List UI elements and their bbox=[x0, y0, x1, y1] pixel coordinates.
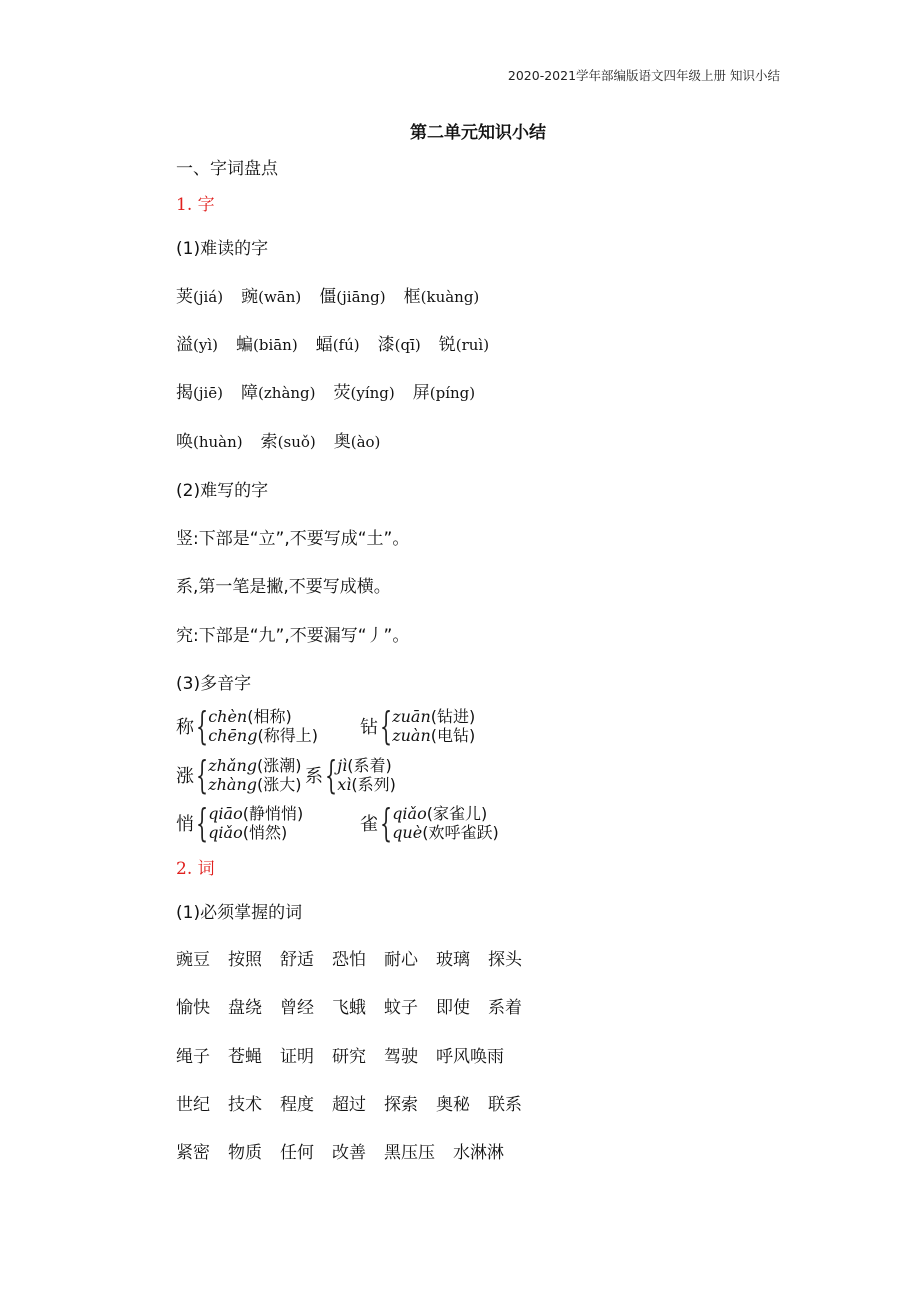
char-item: 索(suǒ) bbox=[260, 432, 316, 452]
word: 程度 bbox=[280, 1095, 314, 1115]
word: 蚊子 bbox=[384, 998, 418, 1018]
page-title: 第二单元知识小结 bbox=[410, 123, 546, 143]
word-row bbox=[176, 1042, 504, 1067]
writing-rule: 竖:下部是“立”,不要写成“土”。 bbox=[176, 529, 410, 549]
polyphone-entry: 雀 { qiǎo(家雀儿) què(欢呼雀跃) bbox=[360, 801, 499, 845]
subheading-polyphones: (3)多音字 bbox=[176, 674, 252, 694]
char-row bbox=[176, 378, 475, 403]
subheading-hard-to-read: (1)难读的字 bbox=[176, 239, 269, 259]
word: 苍蝇 bbox=[228, 1047, 262, 1067]
word: 联系 bbox=[488, 1095, 522, 1115]
word-row bbox=[176, 945, 522, 970]
char-item: 框(kuàng) bbox=[403, 287, 480, 307]
brace-icon: { bbox=[325, 753, 338, 797]
word-row bbox=[176, 1138, 504, 1163]
word-row bbox=[176, 1090, 522, 1115]
word: 研究 bbox=[332, 1047, 366, 1067]
word: 呼风唤雨 bbox=[436, 1047, 504, 1067]
part-heading-characters: 1. 字 bbox=[176, 195, 215, 215]
char-row bbox=[176, 330, 489, 355]
word: 绳子 bbox=[176, 1047, 210, 1067]
word: 超过 bbox=[332, 1095, 366, 1115]
char-item: 屏(píng) bbox=[412, 383, 476, 403]
char-item: 锐(ruì) bbox=[438, 335, 490, 355]
char-item: 蝙(biān) bbox=[235, 335, 298, 355]
word: 愉快 bbox=[176, 998, 210, 1018]
word: 即使 bbox=[436, 998, 470, 1018]
word: 黑压压 bbox=[384, 1143, 435, 1163]
char-item: 溢(yì) bbox=[176, 335, 218, 355]
word: 技术 bbox=[228, 1095, 262, 1115]
word: 世纪 bbox=[176, 1095, 210, 1115]
word: 系着 bbox=[488, 998, 522, 1018]
subheading-hard-to-write: (2)难写的字 bbox=[176, 481, 269, 501]
char-item: 揭(jiē) bbox=[176, 383, 224, 403]
char-item: 奥(ào) bbox=[333, 432, 381, 452]
word: 盘绕 bbox=[228, 998, 262, 1018]
word-row bbox=[176, 993, 522, 1018]
polyphone-entry: 称 { chèn(相称) chēng(称得上) bbox=[176, 704, 318, 748]
word: 水淋淋 bbox=[453, 1143, 504, 1163]
section-heading: 一、字词盘点 bbox=[176, 159, 278, 179]
word: 奥秘 bbox=[436, 1095, 470, 1115]
word: 耐心 bbox=[384, 950, 418, 970]
polyphone-entry: 钻 { zuān(钻进) zuàn(电钻) bbox=[360, 704, 476, 748]
char-row bbox=[176, 282, 479, 307]
writing-rule: 系,第一笔是撇,不要写成横。 bbox=[176, 577, 391, 597]
word: 飞蛾 bbox=[332, 998, 366, 1018]
char-row bbox=[176, 427, 380, 452]
char-item: 漆(qī) bbox=[377, 335, 421, 355]
word: 物质 bbox=[228, 1143, 262, 1163]
word: 探索 bbox=[384, 1095, 418, 1115]
brace-icon: { bbox=[196, 753, 209, 797]
word: 探头 bbox=[488, 950, 522, 970]
word: 玻璃 bbox=[436, 950, 470, 970]
polyphone-entry: 涨 { zhǎng(涨潮) zhàng(涨大) bbox=[176, 753, 302, 797]
part-heading-words: 2. 词 bbox=[176, 859, 215, 879]
char-item: 荧(yíng) bbox=[333, 383, 395, 403]
brace-icon: { bbox=[196, 704, 209, 748]
char-item: 荚(jiá) bbox=[176, 287, 224, 307]
word: 改善 bbox=[332, 1143, 366, 1163]
word: 豌豆 bbox=[176, 950, 210, 970]
brace-icon: { bbox=[380, 704, 393, 748]
brace-icon: { bbox=[380, 801, 393, 845]
char-item: 蝠(fú) bbox=[315, 335, 360, 355]
subheading-must-master: (1)必须掌握的词 bbox=[176, 903, 303, 923]
word: 恐怕 bbox=[332, 950, 366, 970]
page-header: 2020-2021学年部编版语文四年级上册 知识小结 bbox=[507, 68, 780, 83]
polyphone-entry: 系 { jì(系着) xì(系列) bbox=[305, 753, 396, 797]
polyphone-entry: 悄 { qiāo(静悄悄) qiǎo(悄然) bbox=[176, 801, 304, 845]
word: 按照 bbox=[228, 950, 262, 970]
word: 舒适 bbox=[280, 950, 314, 970]
char-item: 豌(wān) bbox=[241, 287, 302, 307]
char-item: 唤(huàn) bbox=[176, 432, 243, 452]
brace-icon: { bbox=[196, 801, 209, 845]
word: 驾驶 bbox=[384, 1047, 418, 1067]
char-item: 障(zhàng) bbox=[241, 383, 316, 403]
word: 任何 bbox=[280, 1143, 314, 1163]
char-item: 僵(jiāng) bbox=[319, 287, 386, 307]
word: 证明 bbox=[280, 1047, 314, 1067]
word: 紧密 bbox=[176, 1143, 210, 1163]
writing-rule: 究:下部是“九”,不要漏写“丿”。 bbox=[176, 626, 410, 646]
word: 曾经 bbox=[280, 998, 314, 1018]
